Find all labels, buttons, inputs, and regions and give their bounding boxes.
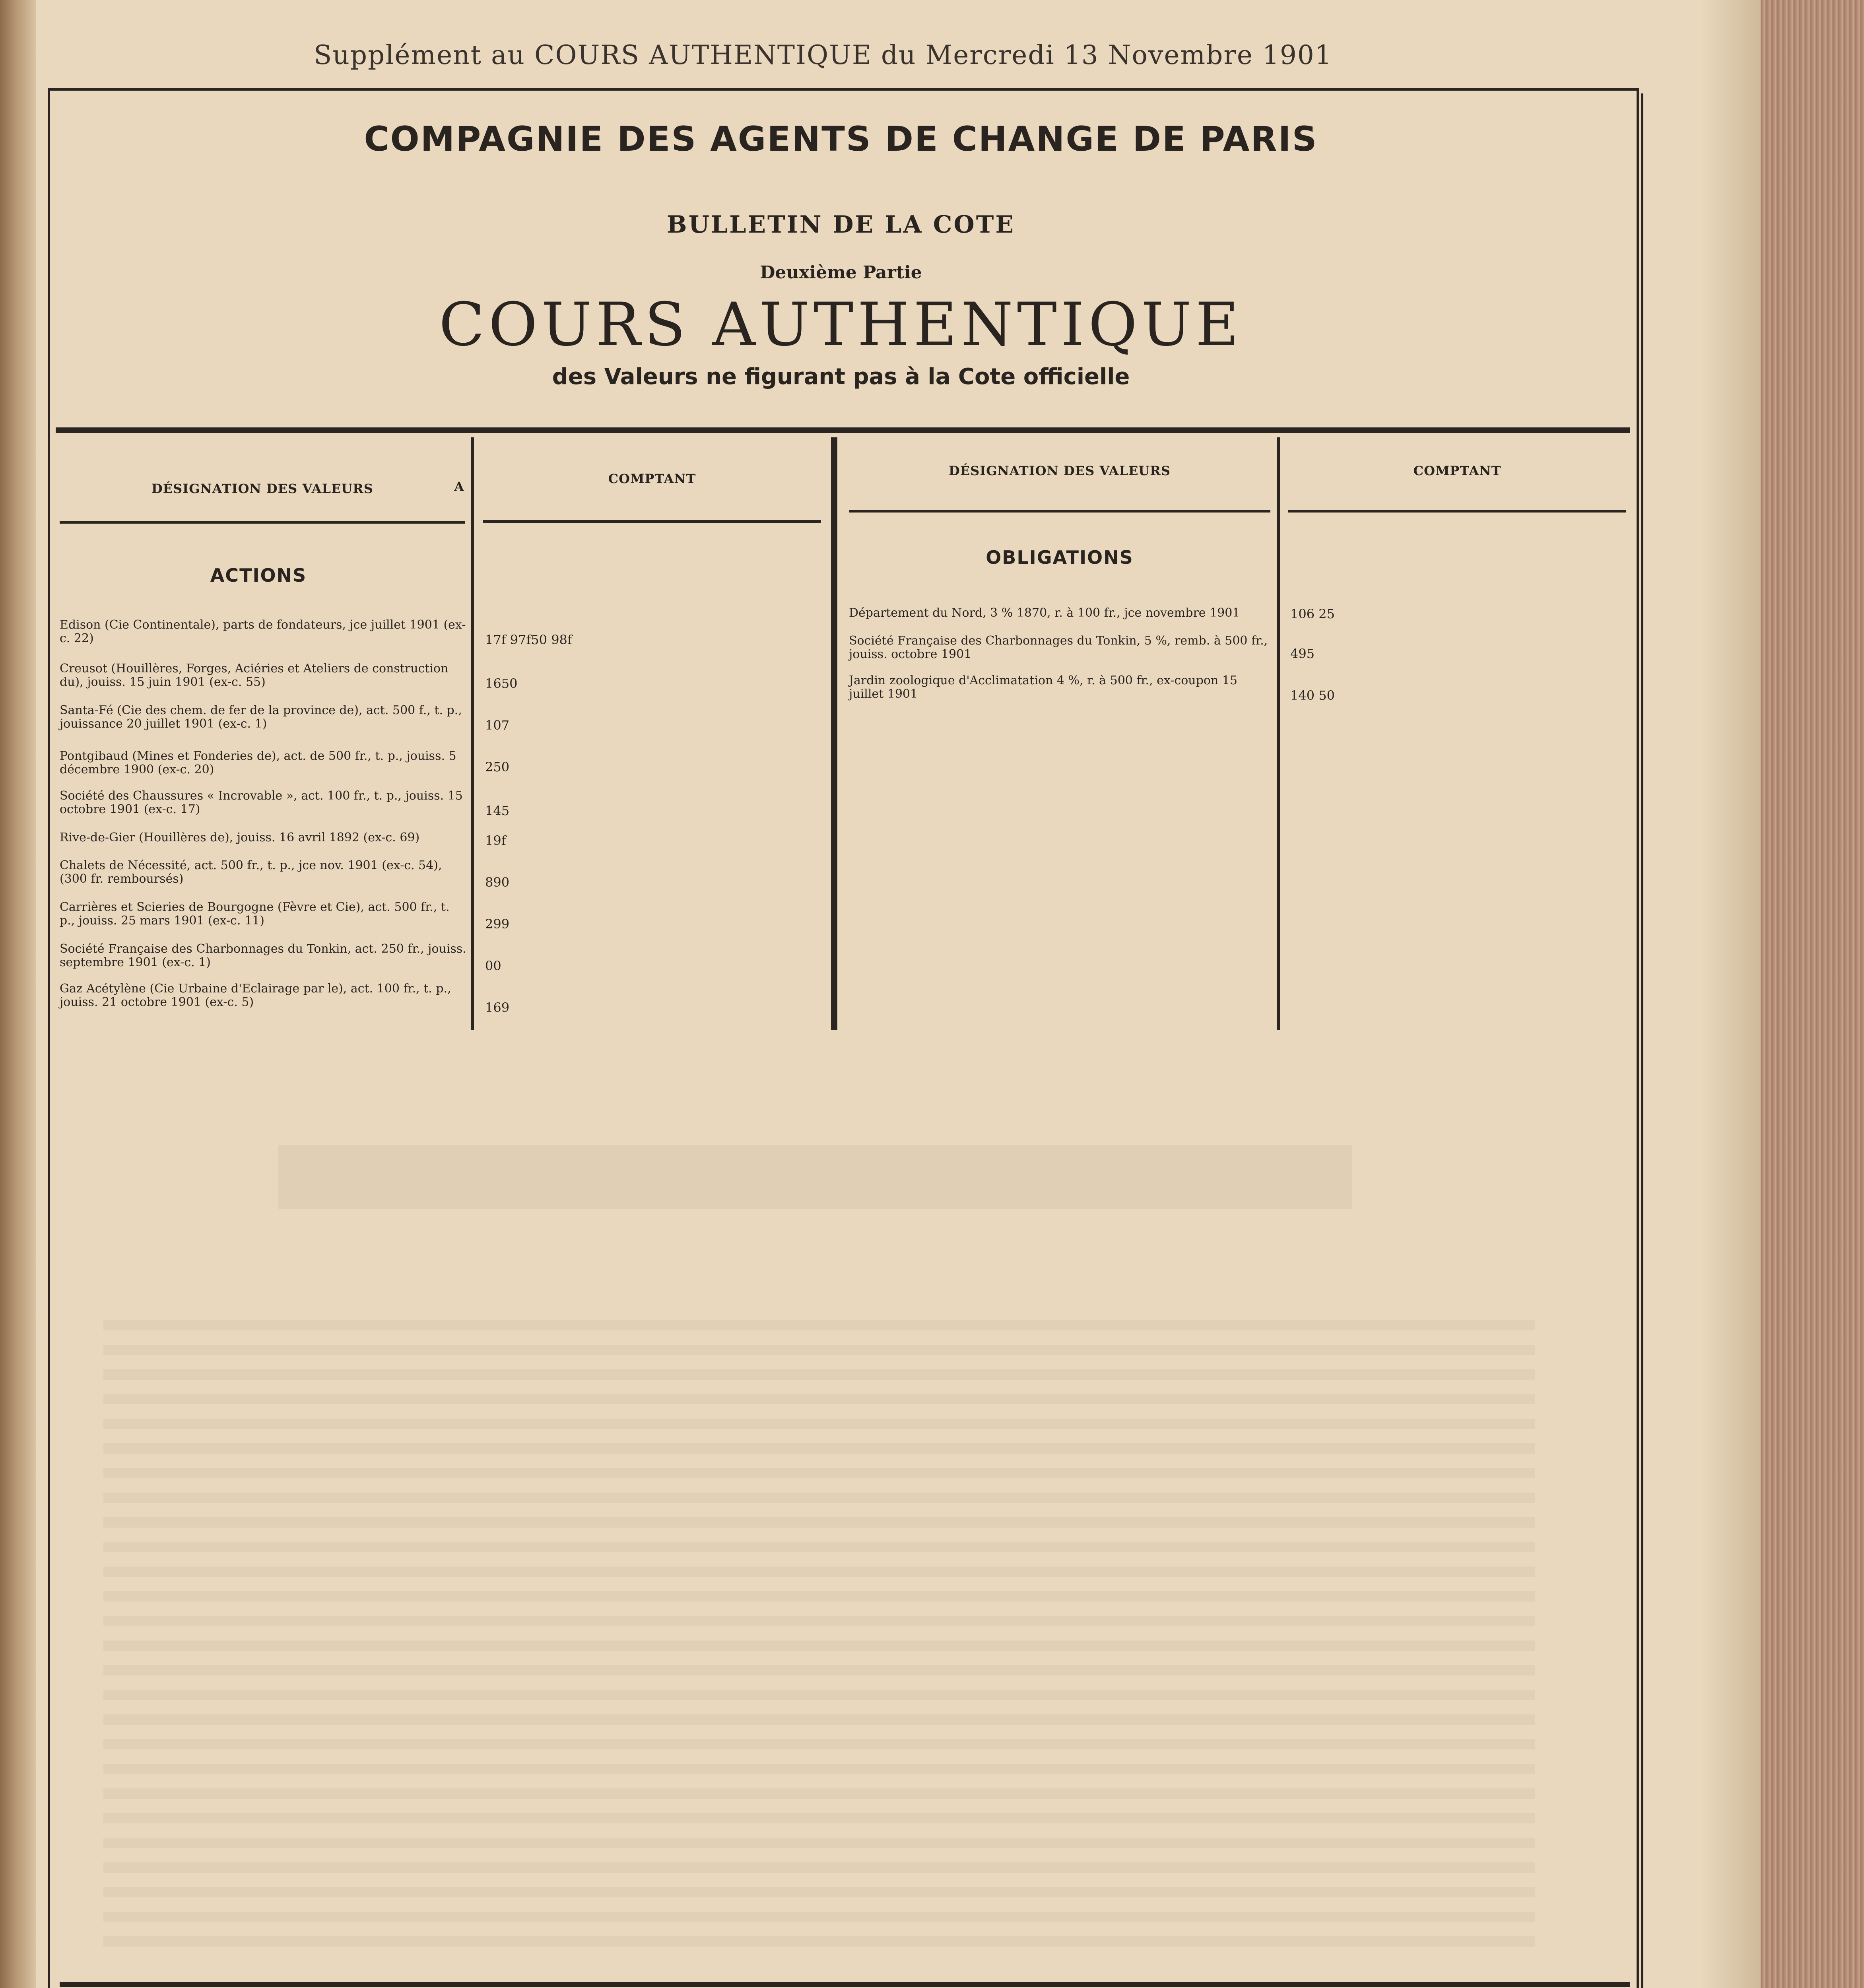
actions-row-value: 145 [485, 803, 510, 818]
obligations-row-value: 106 25 [1290, 606, 1335, 621]
actions-row-label: Société Française des Charbonnages du Tonkin, act. 250 fr., jouiss. septembre 1901 (ex-c. 1) [60, 942, 466, 969]
actions-row-value: 17f 97f50 98f [485, 632, 572, 647]
main-title: COURS AUTHENTIQUE [439, 290, 1243, 359]
upper-left-header-rule-a [60, 521, 465, 524]
company-name: COMPAGNIE DES AGENTS DE CHANGE DE PARIS [364, 119, 1318, 159]
upper-center-rule [831, 437, 837, 1030]
part-label: Deuxième Partie [760, 262, 922, 283]
actions-row-value: 299 [485, 916, 510, 932]
actions-row-value: 1650 [485, 676, 518, 691]
actions-row-label: Chalets de Nécessité, act. 500 fr., t. p., jce nov. 1901 (ex-c. 54), (300 fr. remboursés) [60, 858, 442, 886]
actions-row-label: Edison (Cie Continentale), parts de fondateurs, jce juillet 1901 (ex-c. 22) [60, 618, 466, 645]
upper-left-header-rule-b [483, 520, 821, 523]
actions-row-label: Pontgibaud (Mines et Fonderies de), act. de 500 fr., t. p., jouiss. 5 décembre 1900 (ex-c. 20) [60, 749, 456, 777]
actions-row-value: 19f [485, 833, 506, 848]
actions-row-value: 890 [485, 875, 510, 890]
upper-right-price-header: COMPTANT [1413, 463, 1501, 478]
actions-row-label: Santa-Fé (Cie des chem. de fer de la province de), act. 500 f., t. p., jouissance 20 juillet 1901 (ex-c. 1) [60, 703, 462, 731]
upper-col-rule-2 [1277, 437, 1280, 1030]
supplement-line: Supplément au COURS AUTHENTIQUE du Mercredi 13 Novembre 1901 [314, 40, 1332, 70]
subtitle: des Valeurs ne figurant pas à la Cote officielle [552, 364, 1130, 390]
actions-section-title: ACTIONS [210, 565, 307, 586]
actions-row-value: 169 [485, 1000, 510, 1015]
actions-row-value: 00 [485, 958, 501, 973]
bulletin-title: BULLETIN DE LA COTE [666, 211, 1015, 239]
obligations-row-label: Département du Nord, 3 % 1870, r. à 100 fr., jce novembre 1901 [849, 606, 1240, 620]
page-edge-shade [1701, 0, 1761, 1988]
upper-left-price-header: COMPTANT [608, 471, 696, 486]
obligations-section-title: OBLIGATIONS [986, 547, 1134, 568]
upper-right-designation-header: DÉSIGNATION DES VALEURS [949, 463, 1171, 478]
actions-row-label: Gaz Acétylène (Cie Urbaine d'Eclairage par le), act. 100 fr., t. p., jouiss. 21 octobre 1901 (ex-c. 5) [60, 982, 451, 1009]
actions-row-label: Société des Chaussures « Incrovable », act. 100 fr., t. p., jouiss. 15 octobre 1901 (ex-c. 17) [60, 789, 463, 816]
actions-row-label: Rive-de-Gier (Houillères de), jouiss. 16 avril 1892 (ex-c. 69) [60, 831, 420, 845]
book-binding-left [0, 0, 36, 1988]
actions-row-value: 107 [485, 718, 510, 733]
actions-row-label: Carrières et Scieries de Bourgogne (Fèvre et Cie), act. 500 fr., t. p., jouiss. 25 mars 1901 (ex-c. 11) [60, 900, 450, 928]
title-rule [56, 427, 1630, 433]
upper-left-designation-header: DÉSIGNATION DES VALEURS [151, 481, 373, 496]
actions-row-label: Creusot (Houillères, Forges, Aciéries et Ateliers de construction du), jouiss. 15 juin 1901 (ex-c. 55) [60, 662, 449, 689]
upper-left-marker: A [454, 479, 464, 494]
actions-row-value: 250 [485, 759, 510, 775]
obligations-row-label: Jardin zoologique d'Acclimatation 4 %, r. à 500 fr., ex-coupon 15 juillet 1901 [849, 674, 1237, 701]
page-stack-edge [1761, 0, 1864, 1988]
obligations-row-value: 495 [1290, 646, 1315, 661]
upper-right-header-rule-b [1288, 510, 1626, 513]
upper-right-header-rule-a [849, 510, 1270, 513]
obligations-row-value: 140 50 [1290, 688, 1335, 703]
upper-col-rule-1 [471, 437, 474, 1030]
lower-table-top-rule [60, 1982, 1630, 1987]
obligations-row-label: Société Française des Charbonnages du Tonkin, 5 %, remb. à 500 fr., jouiss. octobre 1901 [849, 634, 1268, 661]
